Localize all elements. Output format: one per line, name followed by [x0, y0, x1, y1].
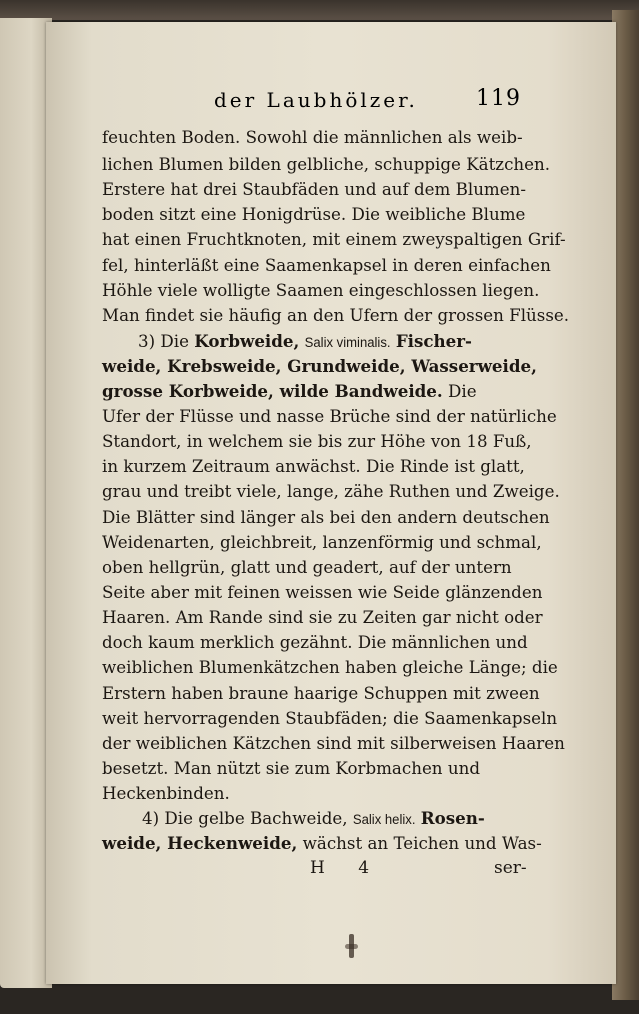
text-line: der weiblichen Kätzchen sind mit silberweisen Haaren: [102, 734, 565, 754]
page-number: 119: [476, 86, 521, 111]
text-line: grau und treibt viele, lange, zähe Ruthen und Zweige.: [102, 482, 560, 502]
text-line: fel, hinterläßt eine Saamenkapsel in deren einfachen: [102, 256, 551, 276]
synonym: weide, Heckenweide,: [102, 834, 298, 854]
text-line: Die Blätter sind länger als bei den andern deutschen: [102, 508, 550, 528]
text-line: doch kaum merklich gezähnt. Die männlichen und: [102, 633, 528, 653]
text-line: Erstern haben braune haarige Schuppen mit zween: [102, 684, 540, 704]
latin-name: Salix helix.: [352, 812, 416, 827]
text-line: Weidenarten, gleichbreit, lanzenförmig und schmal,: [102, 533, 542, 553]
text-line: feuchten Boden. Sowohl die männlichen als weib-: [102, 128, 523, 148]
text-line: weiblichen Blumenkätzchen haben gleiche Länge; die: [102, 658, 558, 678]
synonym: grosse Korbweide, wilde Bandweide.: [102, 382, 443, 402]
text-line: weit hervorragenden Staubfäden; die Saamenkapseln: [102, 709, 558, 729]
synonym: Fischer-: [395, 332, 472, 352]
book-page-edges: [612, 10, 639, 1000]
text-line: Ufer der Flüsse und nasse Brüche sind der natürliche: [102, 407, 557, 427]
synonym-line: weide, Krebsweide, Grundweide, Wasserweide,: [102, 357, 537, 377]
facing-page-edge: [0, 18, 52, 988]
text-line: Erstere hat drei Staubfäden und auf dem Blumen-: [102, 180, 526, 200]
running-head: der Laubhölzer.: [214, 88, 418, 112]
text-fragment: Die: [448, 382, 477, 402]
text-line: Heckenbinden.: [102, 784, 230, 804]
entry-4-heading: [142, 809, 549, 829]
text-line: Standort, in welchem sie bis zur Höhe von 18 Fuß,: [102, 432, 532, 452]
text-line: Seite aber mit feinen weissen wie Seide glänzenden: [102, 583, 543, 603]
species-name: Korbweide,: [194, 332, 300, 352]
synonym-line: [102, 382, 509, 402]
ink-stain: [345, 944, 358, 949]
text-line: in kurzem Zeitraum anwächst. Die Rinde ist glatt,: [102, 457, 525, 477]
text-line: boden sitzt eine Honigdrüse. Die weibliche Blume: [102, 205, 526, 225]
text-line: hat einen Fruchtknoten, mit einem zweyspaltigen Grif-: [102, 230, 566, 250]
entry-number: 4) Die gelbe Bachweide,: [142, 809, 348, 829]
entry-number: 3) Die: [138, 332, 189, 352]
synonym-line: [102, 834, 542, 854]
text-fragment: wächst an Teichen und Was-: [302, 834, 542, 854]
text-line: Man findet sie häufig an den Ufern der grossen Flüsse.: [102, 306, 570, 326]
synonym: Rosen-: [420, 809, 485, 829]
book-top-edge: [0, 0, 639, 20]
text-line: oben hellgrün, glatt und geadert, auf der untern: [102, 558, 512, 578]
text-line: Höhle viele wolligte Saamen eingeschlossen liegen.: [102, 281, 540, 301]
entry-3-heading: [138, 332, 545, 352]
signature-mark: H 4: [310, 858, 384, 878]
text-line: besetzt. Man nützt sie zum Korbmachen und: [102, 759, 480, 779]
catchword: ser-: [494, 858, 527, 878]
text-line: lichen Blumen bilden gelbliche, schuppige Kätzchen.: [102, 155, 551, 175]
text-line: Haaren. Am Rande sind sie zu Zeiten gar nicht oder: [102, 608, 543, 628]
latin-name: Salix viminalis.: [304, 335, 391, 350]
